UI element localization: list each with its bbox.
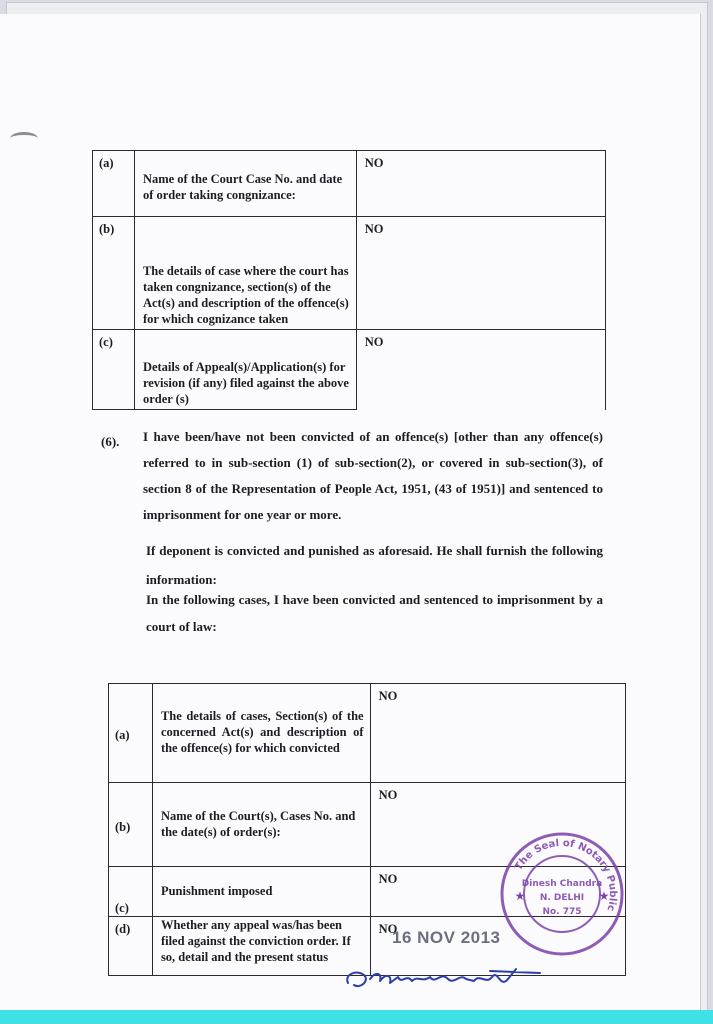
star-icon: ★ (514, 889, 526, 903)
scan-edge-strip (0, 1010, 713, 1024)
row-label: (a) (93, 151, 135, 217)
conviction-statement: I have been/have not been convicted of an offence(s) [other than any offence(s) referred to in sub-section (1) of sub-section(2), or covered in sub-section(3), of section 8 of the Representation of People Act, 1951, (43 of 1951)] and sentenced to imprisonment for one year or more. (143, 429, 603, 522)
row-label: (b) (93, 217, 135, 330)
table-row (93, 151, 606, 217)
row-description (152, 783, 370, 867)
seal-ring-text: The Seal of Notary Public (513, 837, 619, 913)
row-answer: NO (370, 917, 625, 976)
row-answer: NO (370, 684, 625, 783)
seal-number: No. 775 (542, 907, 582, 917)
row-description (134, 217, 356, 330)
row-description-text: Name of the Court(s), Cases No. and the date(s) of order(s): (160, 808, 356, 839)
row-description (152, 917, 370, 976)
row-description (134, 151, 356, 217)
convicted-cases-intro: In the following cases, I have been convicted and sentenced to imprisonment by a court of law: (146, 592, 603, 634)
deponent-instruction: If deponent is convicted and punished as aforesaid. He shall furnish the following information: (146, 543, 603, 587)
row-answer: NO (356, 217, 605, 330)
row-answer: NO (356, 330, 605, 410)
row-description (134, 330, 356, 410)
row-description (152, 867, 370, 917)
binding-string (10, 132, 38, 145)
table-row (93, 330, 606, 410)
row-label: (a) (109, 684, 153, 783)
row-answer: NO (370, 783, 625, 867)
notary-seal (498, 830, 626, 958)
row-description (152, 684, 370, 783)
seal-place: N. DELHI (539, 893, 585, 903)
row-description-text: Name of the Court Case No. and date of order taking congnizance: (142, 171, 343, 202)
star-icon: ★ (598, 889, 610, 903)
cognizance-table (92, 150, 606, 410)
table-row (109, 684, 626, 783)
row-description-text: Punishment imposed (160, 883, 273, 898)
section-number: (6). (101, 434, 120, 449)
seal-name: Dinesh Chandra (521, 879, 603, 889)
row-description-text: Details of Appeal(s)/Application(s) for revision (if any) filed against the above order (s) (142, 360, 349, 406)
table-row (93, 217, 606, 330)
row-answer: NO (356, 151, 605, 217)
row-label: (c) (109, 867, 153, 917)
row-answer: NO (370, 867, 625, 917)
row-label: (d) (109, 917, 153, 976)
handwritten-signature (340, 955, 560, 1000)
row-label: (b) (109, 783, 153, 867)
row-description-text: The details of cases, Section(s) of the concerned Act(s) and description of the offence(s) for which convicted (160, 709, 364, 755)
row-label: (c) (93, 330, 135, 410)
row-description-text: The details of case where the court has taken congnizance, section(s) of the Act(s) and description of the offence(s) for which cognizance taken (142, 264, 349, 326)
row-description-text: Whether any appeal was/has been filed against the conviction order. If so, detail and the present status (160, 918, 351, 964)
date-stamp: 16 NOV 2013 (392, 928, 501, 947)
